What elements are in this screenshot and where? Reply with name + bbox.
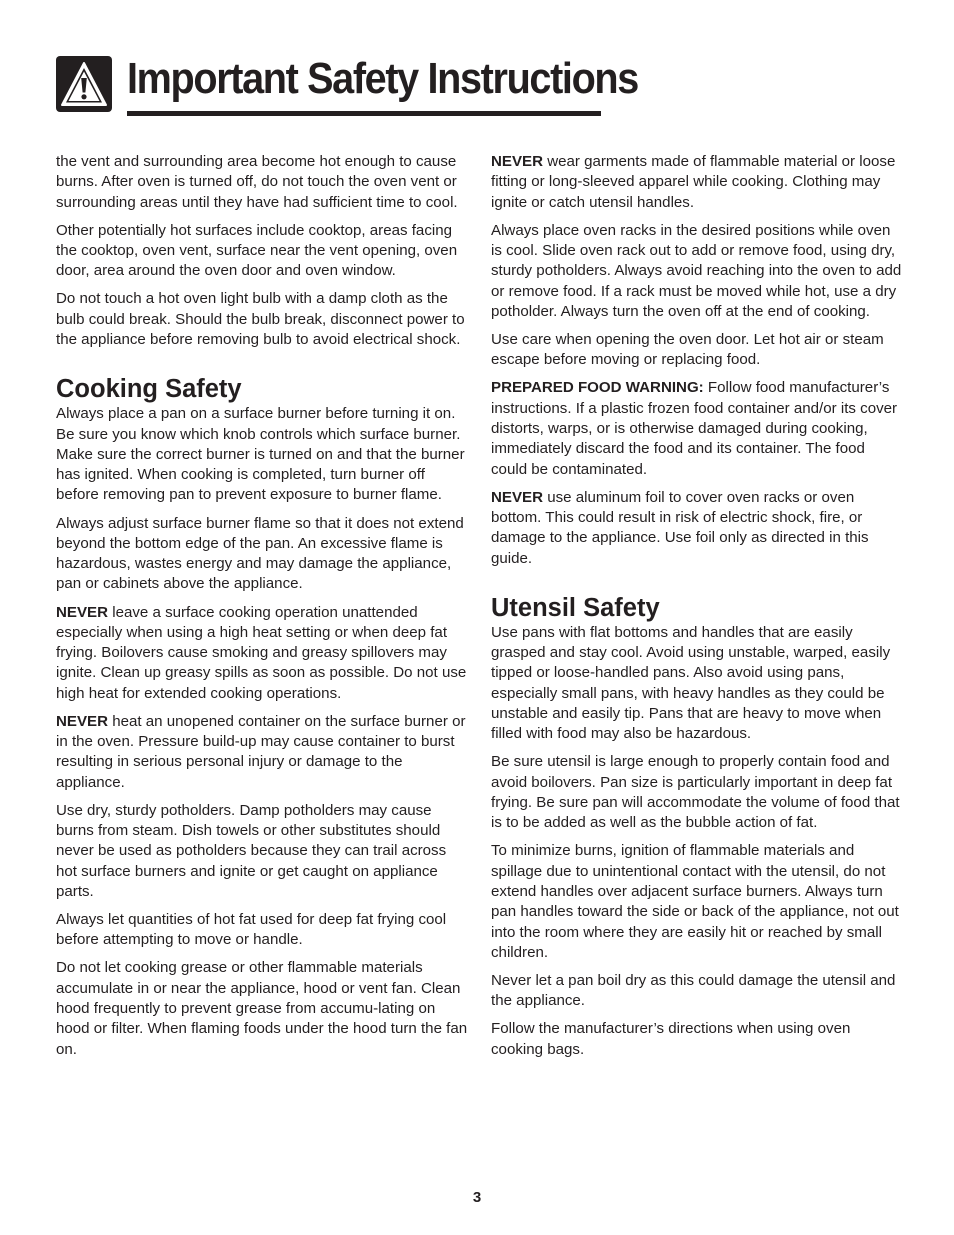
- paragraph-never-garments: [491, 152, 904, 213]
- emphasis-never: NEVER: [491, 488, 544, 506]
- page-title: Important Safety Instructions: [127, 54, 638, 103]
- page-number: 3: [472, 1189, 482, 1206]
- paragraph-pan-handles: To minimize burns, ignition of flammable materials and spillage due to unintentional contact with the utensil, do not extend handles over adjacent surface burners. Always turn pan handles toward the side or back of the appliance, not out into the room where they are easily hit or reached by small children.: [491, 842, 899, 961]
- page-header: [56, 54, 638, 120]
- emphasis-never: NEVER: [56, 712, 109, 730]
- paragraph-oven-door: Use care when opening the oven door. Let hot air or steam escape before moving or replacing food.: [491, 330, 884, 369]
- paragraph-text: use aluminum foil to cover oven racks or oven bottom. This could result in risk of electric shock, fire, or damage to the appliance. Use foil only as directed in this guide.: [491, 488, 869, 567]
- paragraph-place-pan: Always place a pan on a surface burner before turning it on. Be sure you know which knob controls which surface burner. Make sure the correct burner is turned on and that the burner has ignited. When cooking is completed, turn burner off before removing pan to prevent exposure to burner flame.: [56, 405, 465, 504]
- emphasis-prepared-food-warning: PREPARED FOOD WARNING:: [491, 379, 704, 397]
- right-column: [491, 152, 904, 1068]
- paragraph-light-bulb: Do not touch a hot oven light bulb with a damp cloth as the bulb could break. Should the bulb break, disconnect power to the appliance before removing bulb to avoid electrical shock.: [56, 290, 465, 348]
- paragraph-flat-bottom-pans: Use pans with flat bottoms and handles that are easily grasped and stay cool. Avoid using unstable, warped, easily tipped or loose-handled pans. Also avoid using pans, especially small pans, with heavy handles as they could be unstable and easily tip. Pans that are heavy to move when filled with food may also be hazardous.: [491, 623, 891, 743]
- paragraph-oven-vent: the vent and surrounding area become hot enough to cause burns. After oven is turned off, do not touch the oven vent or surrounding areas until they have had sufficient time to cool.: [56, 153, 458, 211]
- paragraph-hot-surfaces: Other potentially hot surfaces include cooktop, areas facing the cooktop, oven vent, surface near the vent opening, oven door, area around the oven door and oven window.: [56, 221, 458, 280]
- paragraph-text: wear garments made of flammable material or loose fitting or long-sleeved apparel while cooking. Clothing may ignite or catch utensil handles.: [491, 153, 896, 211]
- paragraph-potholders: Use dry, sturdy potholders. Damp potholders may cause burns from steam. Dish towels or other substitutes should never be used as potholders because they can trail across hot surface burners and ignite or get caught on appliance parts.: [56, 801, 447, 900]
- paragraph-cooking-bags: Follow the manufacturer’s directions when using oven cooking bags.: [491, 1020, 851, 1058]
- paragraph-prepared-food-warning: [491, 378, 904, 479]
- left-column: [56, 152, 470, 1068]
- paragraph-text: Follow food manufacturer’s instructions. If a plastic frozen food container and/or its cover distorts, warps, or is otherwise damaged during cooking, immediately discard the food and its container. The food could be contaminated.: [491, 379, 898, 478]
- section-heading-utensil-safety: Utensil Safety: [491, 593, 660, 622]
- paragraph-hot-fat: Always let quantities of hot fat used for deep fat frying cool before attempting to move or handle.: [56, 911, 447, 949]
- paragraph-adjust-flame: Always adjust surface burner flame so that it does not extend beyond the bottom edge of the pan. An excessive flame is hazardous, wastes energy and may damage the appliance, pan or cabinets above the appliance.: [56, 514, 464, 593]
- paragraph-never-unopened-container: [56, 712, 470, 793]
- paragraph-boil-dry: Never let a pan boil dry as this could damage the utensil and the appliance.: [491, 971, 896, 1010]
- emphasis-never: NEVER: [56, 603, 109, 621]
- paragraph-never-unattended: [56, 603, 470, 704]
- paragraph-never-aluminum-foil: [491, 488, 904, 569]
- section-heading-cooking-safety: Cooking Safety: [56, 375, 242, 404]
- title-underline: [127, 111, 601, 116]
- warning-exclamation-icon: [56, 56, 112, 112]
- emphasis-never: NEVER: [491, 153, 544, 170]
- paragraph-text: leave a surface cooking operation unattended especially when using a high heat setting or when deep fat frying. Boilovers cause smoking and greasy spillovers may ignite. Clean up greasy spills as soon as possible. Do not use high heat for extended cooking operations.: [56, 603, 467, 702]
- paragraph-text: heat an unopened container on the surface burner or in the oven. Pressure build-up may cause container to burst resulting in serious personal injury or damage to the appliance.: [56, 712, 466, 791]
- paragraph-grease: Do not let cooking grease or other flammable materials accumulate in or near the appliance, hood or vent fan. Clean hood frequently to prevent grease from accumu-lating on hood or filter. When flaming foods under the hood turn the fan on.: [56, 959, 468, 1058]
- paragraph-utensil-size: Be sure utensil is large enough to properly contain food and avoid boilovers. Pan size is particularly important in deep fat frying. Be sure pan will accommodate the volume of food that is to be added as well as the bubble action of fat.: [491, 753, 900, 832]
- paragraph-oven-racks: Always place oven racks in the desired positions while oven is cool. Slide oven rack out to add or remove food, using dry, sturdy potholders. Always avoid reaching into the oven to add or remove food. If a rack must be moved while hot, use a dry potholder. Always turn the oven off at the end of cooking.: [491, 221, 902, 320]
